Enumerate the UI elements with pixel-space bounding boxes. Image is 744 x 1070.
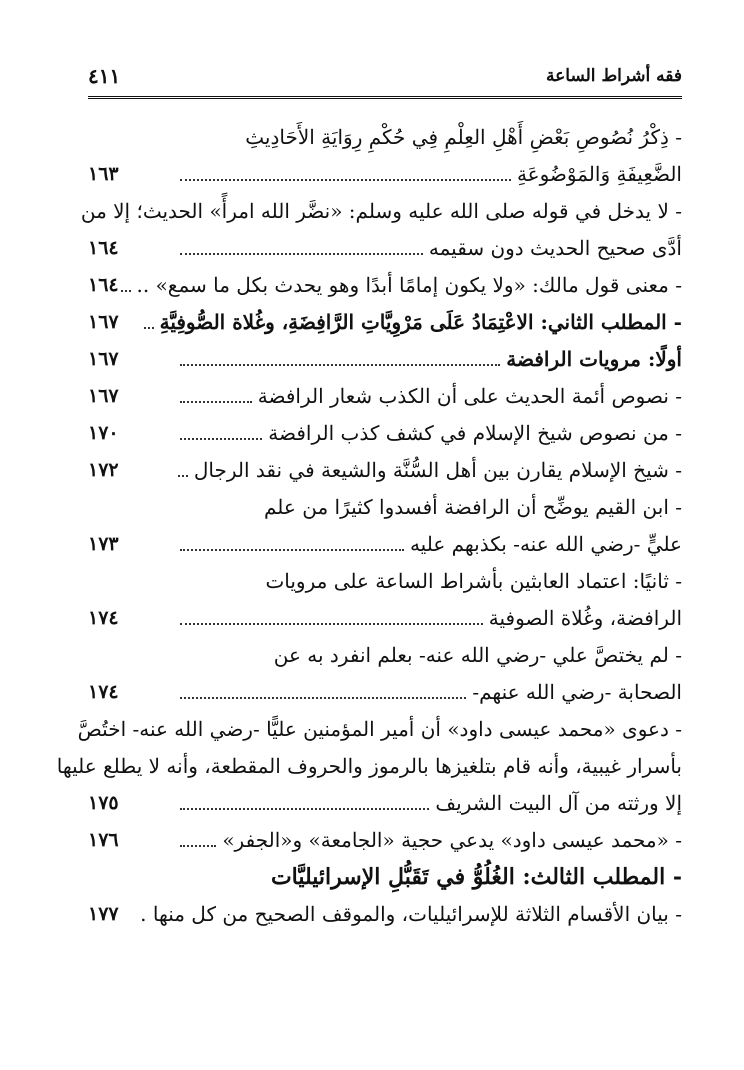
toc-entries xyxy=(56,119,682,933)
entry-line: بأسرار غيبية، وأنه قام بتلغيزها بالرموز والحروف المقطعة، وأنه لا يطلع عليها xyxy=(56,754,682,778)
entry-line: - «محمد عيسى داود» يدعي حجية «الجامعة» و«الجفر» xyxy=(222,828,682,852)
entry-page-number: ١٦٧ xyxy=(88,348,119,370)
entry-page-number: ١٧٧ xyxy=(88,903,119,925)
entry-line: إلا ورثته من آل البيت الشريف xyxy=(435,791,682,815)
toc-page xyxy=(56,62,682,1052)
toc-entry xyxy=(88,415,682,452)
toc-entry-section xyxy=(88,304,682,341)
entry-page-number: ١٦٧ xyxy=(88,385,119,407)
page-number: ٤١١ xyxy=(88,64,121,88)
entry-line: أولًا: مرويات الرافضة xyxy=(506,347,682,371)
entry-line: - من نصوص شيخ الإسلام في كشف كذب الرافضة xyxy=(268,421,682,445)
toc-entry xyxy=(88,489,682,563)
dot-leader xyxy=(180,808,429,810)
entry-page-number: ١٧٦ xyxy=(88,829,119,851)
dot-leader xyxy=(180,401,252,403)
entry-line: أدَّى صحيح الحديث دون سقيمه xyxy=(428,236,682,260)
toc-entry xyxy=(88,452,682,489)
entry-line: - بيان الأقسام الثلاثة للإسرائيليات، والموقف الصحيح من كل منها . xyxy=(140,902,682,926)
toc-entry xyxy=(88,822,682,859)
dot-leader xyxy=(180,623,483,625)
entry-line: - ثانيًا: اعتماد العابثين بأشراط الساعة على مرويات xyxy=(265,569,682,593)
entry-line: - لا يدخل في قوله صلى الله عليه وسلم: «نضَّر الله امرأً» الحديث؛ إلا من xyxy=(80,199,682,223)
entry-page-number: ١٧٢ xyxy=(88,459,119,481)
entry-line: الضَّعِيفَةِ وَالمَوْضُوعَةِ xyxy=(516,162,682,186)
dot-leader xyxy=(180,845,216,847)
dot-leader xyxy=(180,364,500,366)
entry-line: الرافضة، وغُلاة الصوفية xyxy=(488,606,682,630)
entry-line: - لم يختصَّ علي -رضي الله عنه- بعلم انفرد به عن xyxy=(273,643,682,667)
entry-line: - المطلب الثاني: الاعْتِمَادُ عَلَى مَرْوِيَّاتِ الرَّافِضَةِ، وغُلاة الصُّوفِيَّةِ xyxy=(159,310,682,334)
dot-leader xyxy=(180,179,511,181)
dot-leader xyxy=(180,438,262,440)
running-title: فقه أشراط الساعة xyxy=(546,66,682,86)
entry-page-number: ١٧٤ xyxy=(88,681,119,703)
toc-entry xyxy=(56,711,682,822)
entry-line: - ابن القيم يوضِّح أن الرافضة أفسدوا كثيرًا من علم xyxy=(264,495,682,519)
entry-page-number: ١٧٤ xyxy=(88,607,119,629)
toc-entry xyxy=(88,563,682,637)
entry-line: - المطلب الثالث: الغُلُوُّ في تَقَبُّلِ الإسرائيليَّات xyxy=(270,864,682,890)
entry-page-number: ١٧٣ xyxy=(88,533,119,555)
entry-line: - دعوى «محمد عيسى داود» أن أمير المؤمنين عليًّا -رضي الله عنه- اختُصَّ xyxy=(77,717,682,741)
entry-line: - ذِكْرُ نُصُوصِ بَعْضِ أَهْلِ العِلْمِ فِي حُكْمِ رِوَايَةِ الأَحَادِيثِ xyxy=(245,125,682,149)
toc-entry xyxy=(88,378,682,415)
toc-entry xyxy=(80,193,682,267)
toc-entry xyxy=(88,119,682,193)
toc-entry-section xyxy=(88,859,682,896)
entry-page-number: ١٦٤ xyxy=(88,274,119,296)
entry-page-number: ١٧٥ xyxy=(88,792,119,814)
entry-line: - معنى قول مالك: «ولا يكون إمامًا أبدًا وهو يحدث بكل ما سمع» .. xyxy=(136,273,682,297)
toc-entry xyxy=(88,637,682,711)
toc-entry xyxy=(88,267,682,304)
entry-page-number: ١٦٣ xyxy=(88,163,119,185)
entry-page-number: ١٧٠ xyxy=(88,422,119,444)
entry-line: - شيخ الإسلام يقارن بين أهل السُّنَّة والشيعة في نقد الرجال xyxy=(193,458,682,482)
entry-page-number: ١٦٤ xyxy=(88,237,119,259)
entry-line: - نصوص أئمة الحديث على أن الكذب شعار الرافضة xyxy=(257,384,682,408)
toc-entry xyxy=(88,896,682,933)
toc-entry-subsection xyxy=(88,341,682,378)
dot-leader xyxy=(180,253,423,255)
dot-leader xyxy=(178,475,188,477)
entry-line: عليٍّ -رضي الله عنه- بكذبهم عليه xyxy=(409,532,682,556)
entry-page-number: ١٦٧ xyxy=(88,311,119,333)
entry-line: الصحابة -رضي الله عنهم- xyxy=(472,680,682,704)
dot-leader xyxy=(180,697,466,699)
page-header xyxy=(88,62,682,99)
dot-leader xyxy=(180,549,404,551)
